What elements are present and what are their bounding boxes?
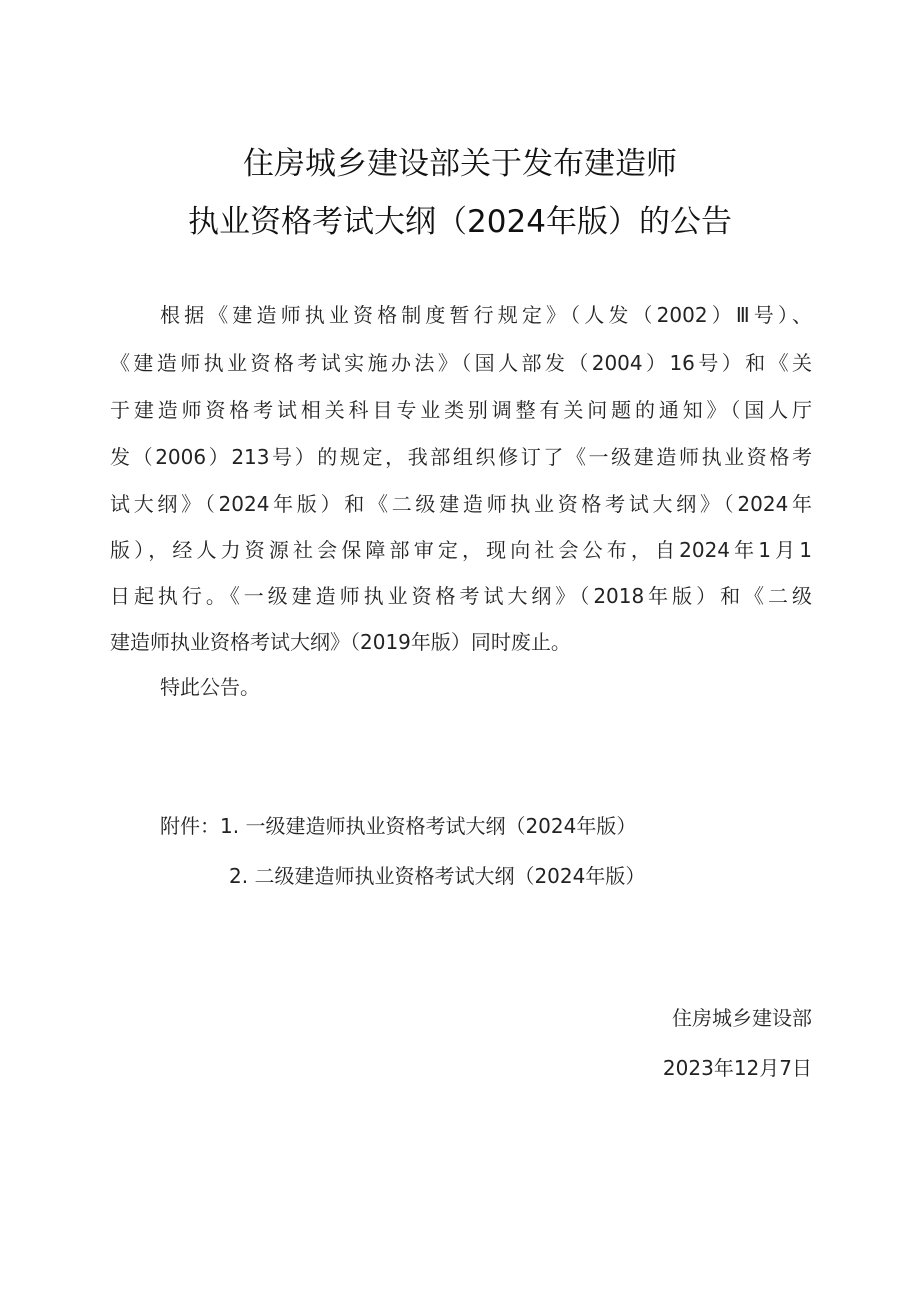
body-line-2: 《建造师执业资格考试实施办法》（国人部发（2004）16号）和《关 <box>110 351 812 375</box>
body-line-6: 版），经人力资源社会保障部审定，现向社会公布，自2024年1月1 <box>110 538 812 562</box>
announcement-title-line-1: 住房城乡建设部关于发布建造师 <box>243 146 677 182</box>
body-line-7: 日起执行。《一级建造师执业资格考试大纲》（2018年版）和《二级 <box>110 584 812 608</box>
issuing-organization: 住房城乡建设部 <box>672 1006 812 1030</box>
body-line-5: 试大纲》（2024年版）和《二级建造师执业资格考试大纲》（2024年 <box>110 492 812 516</box>
body-line-1: 根据《建造师执业资格制度暂行规定》（人发（2002）Ⅲ号）、 <box>160 303 812 327</box>
closing-remark: 特此公告。 <box>160 675 260 699</box>
attachment-item-2: 2. 二级建造师执业资格考试大纲（2024年版） <box>229 864 646 888</box>
body-line-8: 建造师执业资格考试大纲》（2019年版）同时废止。 <box>110 630 571 654</box>
announcement-title-line-2: 执业资格考试大纲（2024年版）的公告 <box>188 204 732 240</box>
issue-date: 2023年12月7日 <box>662 1056 812 1080</box>
body-line-4: 发（2006）213号）的规定，我部组织修订了《一级建造师执业资格考 <box>110 445 812 469</box>
attachment-item-1: 附件：1. 一级建造师执业资格考试大纲（2024年版） <box>160 814 637 838</box>
body-line-3: 于建造师资格考试相关科目专业类别调整有关问题的通知》（国人厅 <box>110 398 812 422</box>
